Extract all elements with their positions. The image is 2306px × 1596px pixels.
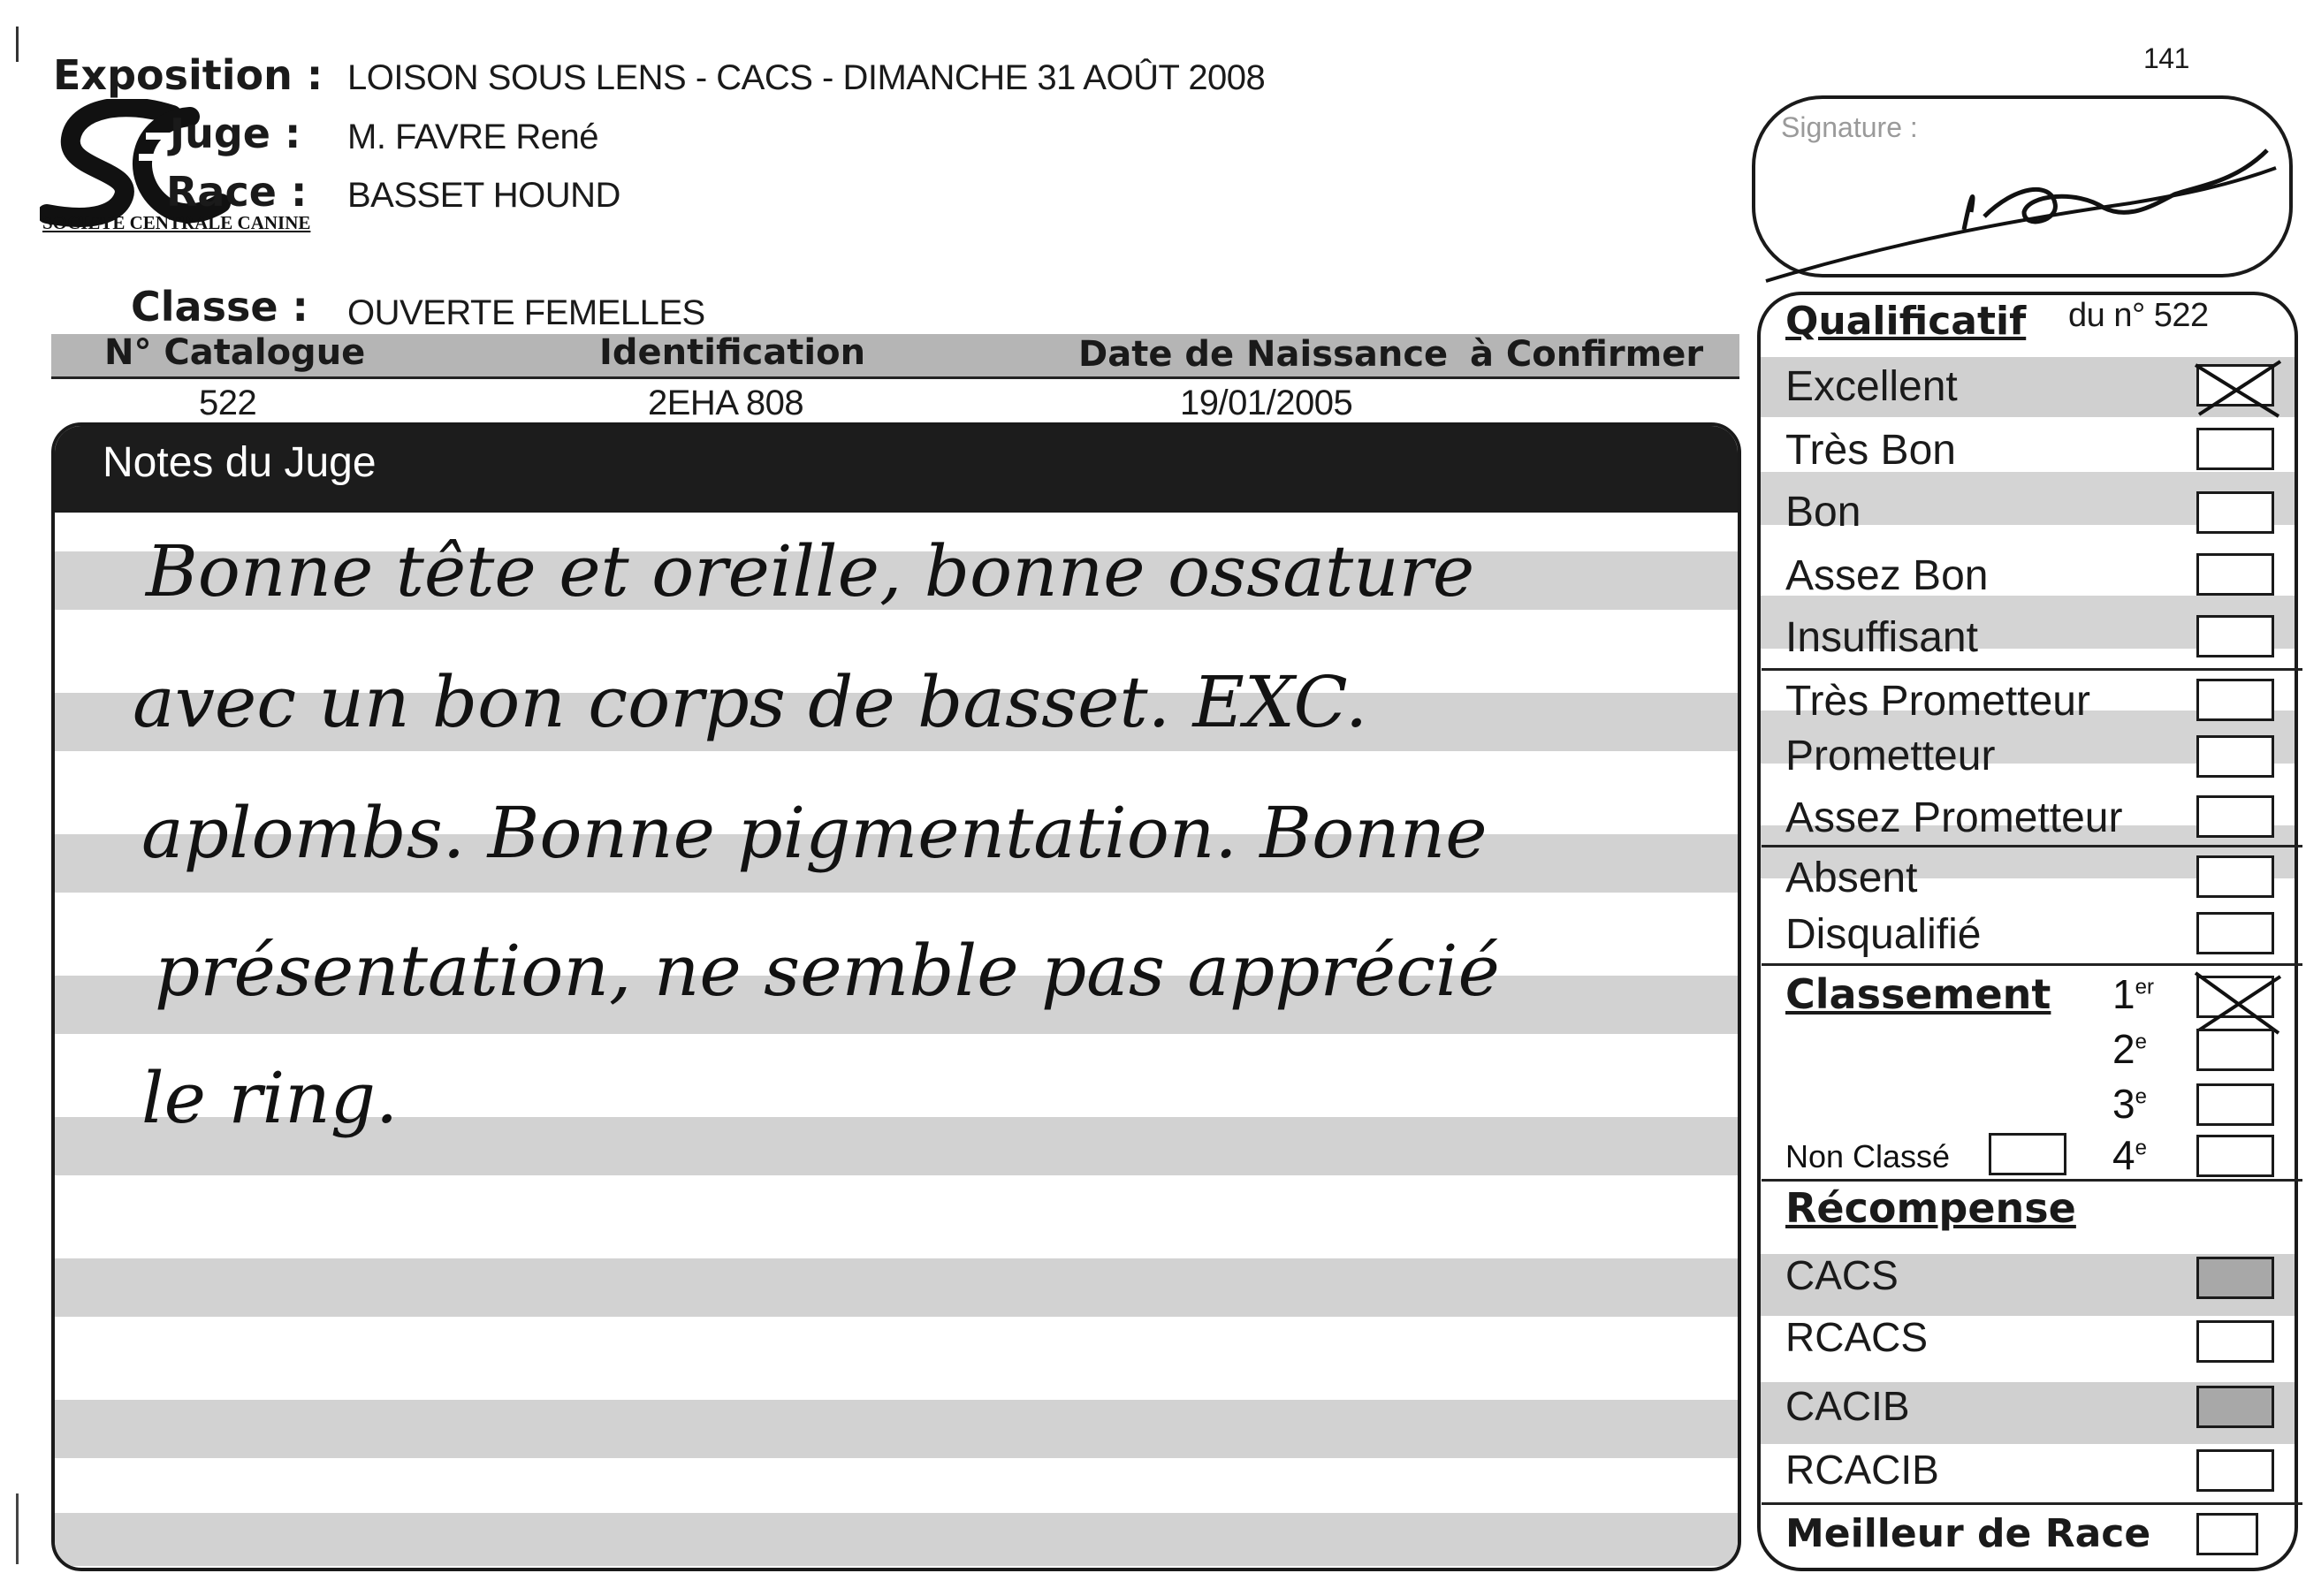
qual-label-prometteur: Prometteur (1785, 733, 1996, 779)
rec-checkbox-rcacs[interactable] (2196, 1320, 2274, 1363)
qual-label-tres-prometteur: Très Prometteur (1785, 678, 2090, 725)
qual-checkbox-prometteur[interactable] (2196, 735, 2274, 778)
birth-date: 19/01/2005 (1180, 384, 1353, 422)
divider (1762, 1502, 2302, 1505)
classement-title: Classement (1785, 970, 2051, 1018)
classe-label: Classe : (131, 283, 308, 331)
qual-checkbox-bon[interactable] (2196, 491, 2274, 534)
qual-label-tres-bon: Très Bon (1785, 427, 1956, 474)
rank-2-label: 2e (2112, 1026, 2147, 1072)
divider (1762, 963, 2302, 966)
du-numero: du n° 522 (2068, 297, 2209, 334)
rank-1-label: 1er (2112, 971, 2154, 1017)
qual-checkbox-disqualifie[interactable] (2196, 912, 2274, 954)
exposition-value: LOISON SOUS LENS - CACS - DIMANCHE 31 AOÛT 2008 (347, 58, 1266, 97)
ruled-stripe (55, 1258, 1738, 1317)
meilleur-de-race-label: Meilleur de Race (1785, 1511, 2151, 1556)
divider (1762, 668, 2302, 671)
signature-scribble (1759, 133, 2289, 292)
divider (1762, 1179, 2302, 1182)
qual-checkbox-excellent[interactable] (2196, 364, 2274, 407)
catalogue-number: 522 (199, 384, 257, 422)
rec-label-rcacib: RCACIB (1785, 1447, 1939, 1493)
margin-mark (16, 27, 19, 62)
rank-2-checkbox[interactable] (2196, 1029, 2274, 1071)
exposition-label: Exposition : (53, 51, 323, 99)
note-line-3: aplombs. Bonne pigmentation. Bonne (141, 792, 1488, 874)
col-catalogue: N° Catalogue (104, 332, 366, 373)
qual-label-absent: Absent (1785, 855, 1918, 901)
rank-3-label: 3e (2112, 1081, 2147, 1127)
qual-label-disqualifie: Disqualifié (1785, 911, 1982, 958)
signature-label: Signature : (1781, 111, 1918, 143)
qual-label-excellent: Excellent (1785, 363, 1958, 410)
qual-checkbox-absent[interactable] (2196, 855, 2274, 898)
rank-1-checkbox[interactable] (2196, 976, 2274, 1018)
qual-label-bon: Bon (1785, 489, 1861, 536)
notes-title: Notes du Juge (103, 439, 377, 486)
meilleur-de-race-checkbox[interactable] (2196, 1513, 2258, 1555)
non-classe-checkbox[interactable] (1989, 1133, 2066, 1175)
race-label: Race : (166, 168, 308, 216)
qual-checkbox-insuffisant[interactable] (2196, 615, 2274, 657)
rec-checkbox-cacs[interactable] (2196, 1257, 2274, 1299)
col-date-naissance: Date de Naissance (1078, 334, 1449, 375)
qual-label-assez-bon: Assez Bon (1785, 552, 1989, 599)
org-name: SOCIETE CENTRALE CANINE (42, 212, 311, 233)
ruled-stripe (55, 1400, 1738, 1458)
note-line-5: le ring. (141, 1057, 399, 1139)
qual-checkbox-assez-prometteur[interactable] (2196, 795, 2274, 838)
qual-checkbox-tres-bon[interactable] (2196, 428, 2274, 470)
recompense-title: Récompense (1785, 1184, 2076, 1232)
rank-3-checkbox[interactable] (2196, 1083, 2274, 1126)
identification-value: 2EHA 808 (648, 384, 804, 422)
rec-label-rcacs: RCACS (1785, 1314, 1929, 1360)
rec-label-cacs: CACS (1785, 1252, 1899, 1298)
col-a-confirmer: à Confirmer (1470, 334, 1704, 375)
rec-checkbox-rcacib[interactable] (2196, 1449, 2274, 1492)
margin-mark-bottom (16, 1493, 19, 1564)
non-classe-label: Non Classé (1785, 1138, 1951, 1174)
rank-4-checkbox[interactable] (2196, 1135, 2274, 1177)
rec-checkbox-cacib[interactable] (2196, 1386, 2274, 1428)
qual-label-assez-prometteur: Assez Prometteur (1785, 794, 2123, 841)
rec-label-cacib: CACIB (1785, 1383, 1910, 1429)
catalog-header-rule (51, 376, 1739, 379)
page-number: 141 (2143, 42, 2189, 74)
rank-4-label: 4e (2112, 1132, 2147, 1178)
note-line-1: Bonne tête et oreille, bonne ossature (146, 530, 1475, 612)
note-line-4: présentation, ne semble pas apprécié (155, 930, 1500, 1012)
qualificatif-title: Qualificatif (1785, 299, 2027, 344)
qual-checkbox-assez-bon[interactable] (2196, 553, 2274, 596)
divider (1762, 845, 2302, 847)
qual-label-insuffisant: Insuffisant (1785, 614, 1978, 661)
qual-checkbox-tres-prometteur[interactable] (2196, 679, 2274, 721)
ruled-stripe (55, 1513, 1738, 1566)
race-value: BASSET HOUND (347, 176, 620, 215)
juge-label: Juge : (170, 110, 301, 157)
juge-value: M. FAVRE René (347, 118, 598, 156)
col-identification: Identification (599, 332, 866, 373)
classe-value: OUVERTE FEMELLES (347, 293, 705, 332)
note-line-2: avec un bon corps de basset. EXC. (133, 661, 1368, 743)
